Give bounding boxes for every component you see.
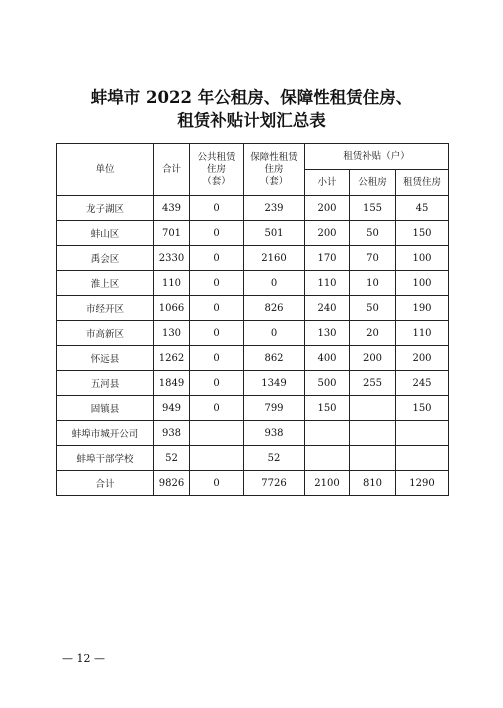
cell-unit: 蚌埠干部学校 [57, 446, 154, 471]
cell-subsidy-rental: 110 [396, 321, 449, 346]
cell-total: 1849 [154, 371, 190, 396]
cell-unit: 禹会区 [57, 246, 154, 271]
header-affordable-rental [244, 144, 305, 196]
cell-total: 439 [154, 196, 190, 221]
cell-affordable-rental: 52 [244, 446, 305, 471]
cell-subsidy-public: 20 [350, 321, 396, 346]
cell-total: 52 [154, 446, 190, 471]
table-row [57, 296, 449, 321]
cell-subsidy-subtotal: 130 [305, 321, 350, 346]
cell-subsidy-rental: 245 [396, 371, 449, 396]
document-title-line-1: 蚌埠市 2022 年公租房、保障性租赁住房、 [90, 88, 413, 107]
cell-subsidy-rental: 45 [396, 196, 449, 221]
header-public-rental-line-2: 住房 [206, 163, 226, 175]
cell-subsidy-public: 200 [350, 346, 396, 371]
header-public-rental [190, 144, 244, 196]
cell-total: 110 [154, 271, 190, 296]
cell-public-rental: 0 [190, 296, 244, 321]
document-title-line-2: 租赁补贴计划汇总表 [177, 111, 326, 130]
cell-subsidy-public: 810 [350, 471, 396, 496]
cell-affordable-rental: 0 [244, 271, 305, 296]
table-row [57, 446, 449, 471]
cell-affordable-rental: 826 [244, 296, 305, 321]
cell-subsidy-rental [396, 446, 449, 471]
cell-public-rental: 0 [190, 396, 244, 421]
cell-subsidy-public: 50 [350, 221, 396, 246]
cell-subsidy-rental: 190 [396, 296, 449, 321]
cell-subsidy-rental: 100 [396, 271, 449, 296]
header-affordable-line-3: （套） [259, 175, 289, 187]
cell-subsidy-subtotal: 200 [305, 221, 350, 246]
cell-total: 949 [154, 396, 190, 421]
cell-unit: 淮上区 [57, 271, 154, 296]
header-affordable-line-2: 住房 [264, 163, 284, 175]
cell-public-rental [190, 446, 244, 471]
table-row [57, 471, 449, 496]
header-public-rental-line-3: （套） [202, 175, 231, 187]
cell-affordable-rental: 7726 [244, 471, 305, 496]
cell-subsidy-rental: 100 [396, 246, 449, 271]
cell-subsidy-public [350, 421, 396, 446]
cell-total: 701 [154, 221, 190, 246]
cell-subsidy-public: 155 [350, 196, 396, 221]
cell-public-rental: 0 [190, 371, 244, 396]
page-number: — 12 — [62, 652, 105, 665]
header-public-rental-line-1: 公共租赁 [197, 151, 236, 163]
table-row [57, 371, 449, 396]
cell-subsidy-subtotal: 240 [305, 296, 350, 321]
cell-affordable-rental: 799 [244, 396, 305, 421]
cell-total: 1262 [154, 346, 190, 371]
cell-unit: 蚌山区 [57, 221, 154, 246]
header-total: 合计 [154, 144, 190, 196]
header-unit: 单位 [57, 144, 154, 196]
table-row [57, 321, 449, 346]
cell-subsidy-public: 255 [350, 371, 396, 396]
cell-affordable-rental: 0 [244, 321, 305, 346]
cell-subsidy-rental: 150 [396, 221, 449, 246]
cell-subsidy-subtotal: 150 [305, 396, 350, 421]
table-body [57, 196, 449, 496]
table-row [57, 346, 449, 371]
cell-affordable-rental: 938 [244, 421, 305, 446]
cell-subsidy-public [350, 446, 396, 471]
cell-subsidy-public: 50 [350, 296, 396, 321]
header-affordable-line-1: 保障性租赁 [250, 151, 298, 163]
cell-unit: 合计 [57, 471, 154, 496]
cell-public-rental [190, 421, 244, 446]
cell-public-rental: 0 [190, 471, 244, 496]
cell-total: 9826 [154, 471, 190, 496]
cell-subsidy-subtotal: 200 [305, 196, 350, 221]
cell-public-rental: 0 [190, 221, 244, 246]
cell-affordable-rental: 501 [244, 221, 305, 246]
cell-subsidy-subtotal [305, 446, 350, 471]
summary-table [56, 143, 449, 496]
cell-subsidy-subtotal [305, 421, 350, 446]
cell-public-rental: 0 [190, 246, 244, 271]
cell-unit: 蚌埠市城开公司 [57, 421, 154, 446]
cell-subsidy-rental: 1290 [396, 471, 449, 496]
cell-subsidy-subtotal: 2100 [305, 471, 350, 496]
table-row [57, 421, 449, 446]
cell-unit: 市高新区 [57, 321, 154, 346]
cell-public-rental: 0 [190, 271, 244, 296]
table-row [57, 246, 449, 271]
cell-subsidy-public: 10 [350, 271, 396, 296]
header-subsidy-rental: 租赁住房 [396, 170, 449, 196]
cell-total: 130 [154, 321, 190, 346]
cell-subsidy-subtotal: 500 [305, 371, 350, 396]
cell-subsidy-rental [396, 421, 449, 446]
cell-subsidy-public [350, 396, 396, 421]
cell-public-rental: 0 [190, 321, 244, 346]
table-row [57, 271, 449, 296]
cell-affordable-rental: 2160 [244, 246, 305, 271]
cell-subsidy-subtotal: 400 [305, 346, 350, 371]
cell-unit: 怀远县 [57, 346, 154, 371]
table-row [57, 196, 449, 221]
cell-subsidy-subtotal: 110 [305, 271, 350, 296]
header-subsidy-group: 租赁补贴（户） [305, 144, 449, 170]
cell-unit: 固镇县 [57, 396, 154, 421]
cell-affordable-rental: 862 [244, 346, 305, 371]
cell-public-rental: 0 [190, 196, 244, 221]
cell-unit: 龙子湖区 [57, 196, 154, 221]
header-subsidy-public: 公租房 [350, 170, 396, 196]
cell-affordable-rental: 239 [244, 196, 305, 221]
cell-total: 2330 [154, 246, 190, 271]
cell-subsidy-rental: 200 [396, 346, 449, 371]
cell-unit: 市经开区 [57, 296, 154, 321]
cell-public-rental: 0 [190, 346, 244, 371]
cell-subsidy-rental: 150 [396, 396, 449, 421]
cell-unit: 五河县 [57, 371, 154, 396]
cell-affordable-rental: 1349 [244, 371, 305, 396]
cell-total: 938 [154, 421, 190, 446]
cell-subsidy-subtotal: 170 [305, 246, 350, 271]
header-subtotal: 小计 [305, 170, 350, 196]
cell-subsidy-public: 70 [350, 246, 396, 271]
cell-total: 1066 [154, 296, 190, 321]
table-row [57, 221, 449, 246]
table-row [57, 396, 449, 421]
